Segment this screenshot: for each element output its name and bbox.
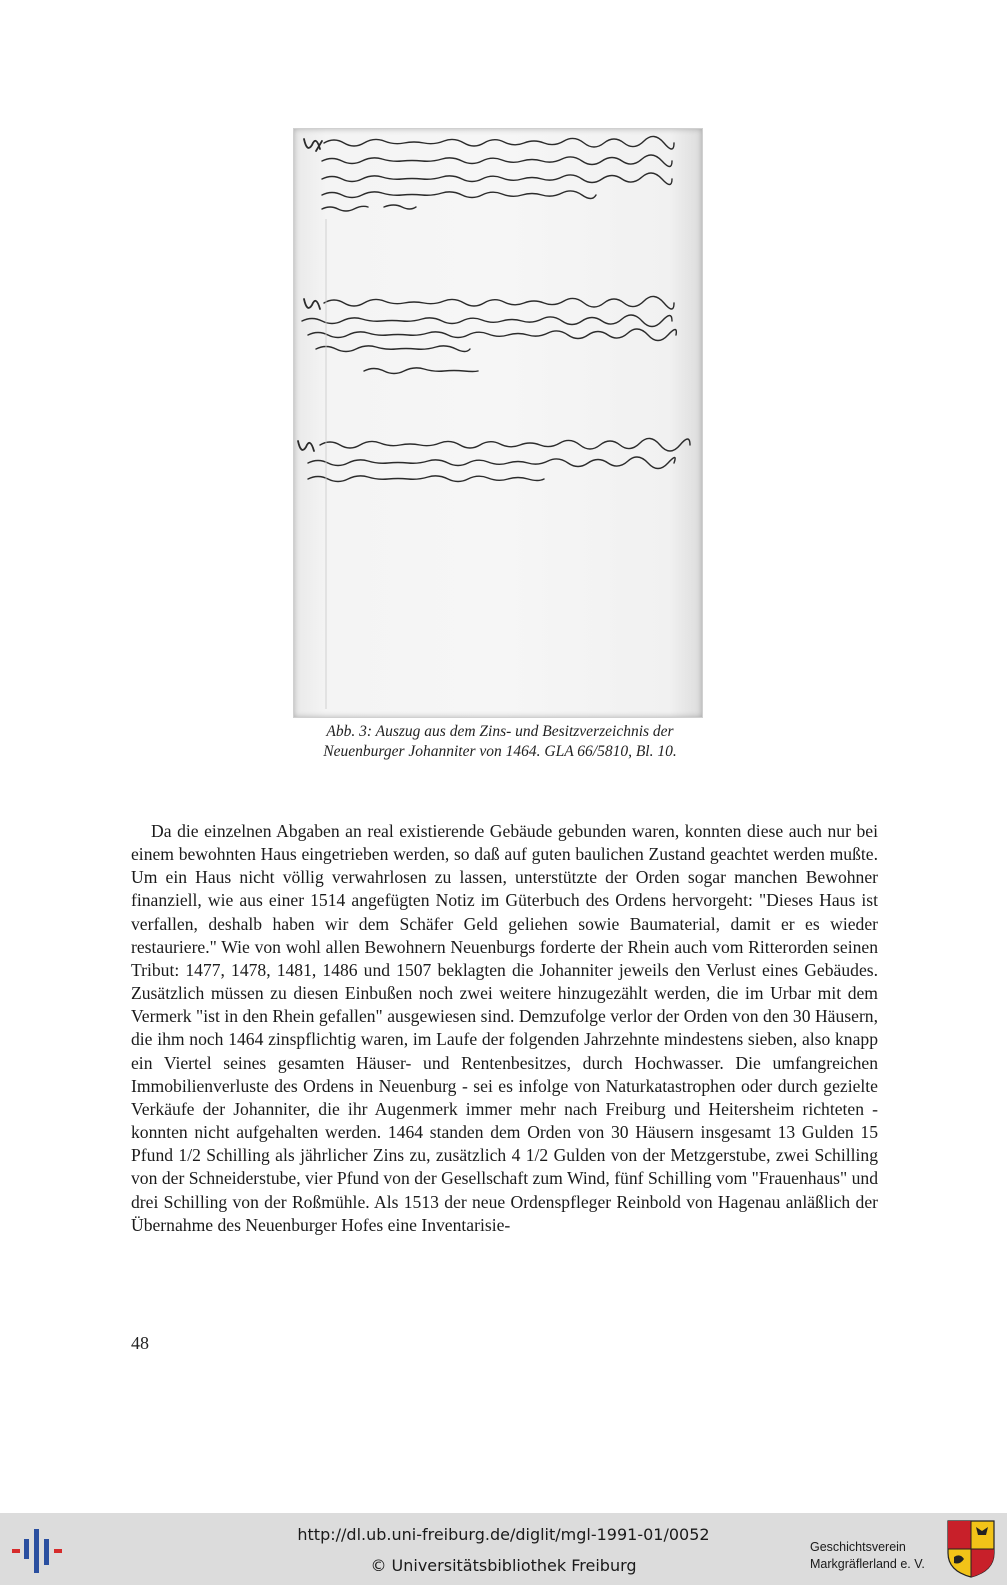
- handwriting-illustration: [294, 129, 702, 717]
- caption-line-2: Neuenburger Johanniter von 1464. GLA 66/5810, Bl. 10.: [323, 743, 677, 760]
- figure-caption: [200, 722, 800, 762]
- society-line-2: Markgräflerland e. V.: [810, 1557, 925, 1571]
- manuscript-image: [293, 128, 703, 718]
- society-name: [810, 1539, 925, 1573]
- body-paragraph: Da die einzelnen Abgaben an real existierende Gebäude gebunden waren, konnten diese auch nur bei einem bewohnten Haus eingetrieben werden, so daß auf guten baulichen Zustand geachtet werden mußte. Um ein Haus nicht völlig verwahrlosen zu lassen, unterstützte der Orden sogar manchen Bewohner finanziell, wie aus einer 1514 angefügten Notiz im Güterbuch des Ordens hervorgeht: "Dieses Haus ist verfallen, deshalb haben wir dem Schäfer Geld geliehen sowie Baumaterial, damit er es wieder restauriere." Wie von wohl allen Bewohnern Neuenburgs forderte der Rhein auch vom Ritterorden seinen Tribut: 1477, 1478, 1481, 1486 und 1507 beklagten die Johanniter jeweils den Verlust eines Gebäudes. Zusätzlich müssen zu diesen Einbußen noch zwei weitere hinzugezählt werden, die im Urbar mit dem Vermerk "ist in den Rhein gefallen" ausgewiesen sind. Demzufolge verlor der Orden von den 30 Häusern, die ihm noch 1464 zinspflichtig waren, im Laufe der folgenden Jahrzehnte mindestens sieben, also knapp ein Viertel seines gesamten Häuser- und Rentenbesitzes, durch Hochwasser. Die umfangreichen Immobilienverluste des Ordens in Neuenburg - sei es infolge von Naturkatastrophen oder durch gezielte Verkäufe der Johanniter, die ihr Augenmerk immer mehr nach Freiburg und Heitersheim richteten - konnten nicht aufgehalten werden. 1464 standen dem Orden von 30 Häusern insgesamt 13 Gulden 15 Pfund 1/2 Schilling als jährlicher Zins zu, zusätzlich 4 1/2 Gulden von der Metzgerstube, zwei Schilling von der Schneiderstube, vier Pfund von der Gesellschaft zum Wind, fünf Schilling vom "Frauenhaus" und drei Schilling von der Roßmühle. Als 1513 der neue Ordenspfleger Reinbold von Hagenau anläßlich der Übernahme des Neuenburger Hofes eine Inventarisie-: [131, 821, 878, 1235]
- body-text: [131, 820, 878, 1237]
- footer-url[interactable]: http://dl.ub.uni-freiburg.de/diglit/mgl-1991-01/0052: [297, 1525, 710, 1544]
- society-line-1: Geschichtsverein: [810, 1540, 906, 1554]
- footer-bar: [0, 1513, 1007, 1585]
- coat-of-arms-icon: [946, 1519, 996, 1579]
- page-number: 48: [131, 1333, 149, 1353]
- caption-line-1: Abb. 3: Auszug aus dem Zins- und Besitzverzeichnis der: [326, 723, 674, 740]
- footer-copyright: © Universitätsbibliothek Freiburg: [370, 1556, 637, 1575]
